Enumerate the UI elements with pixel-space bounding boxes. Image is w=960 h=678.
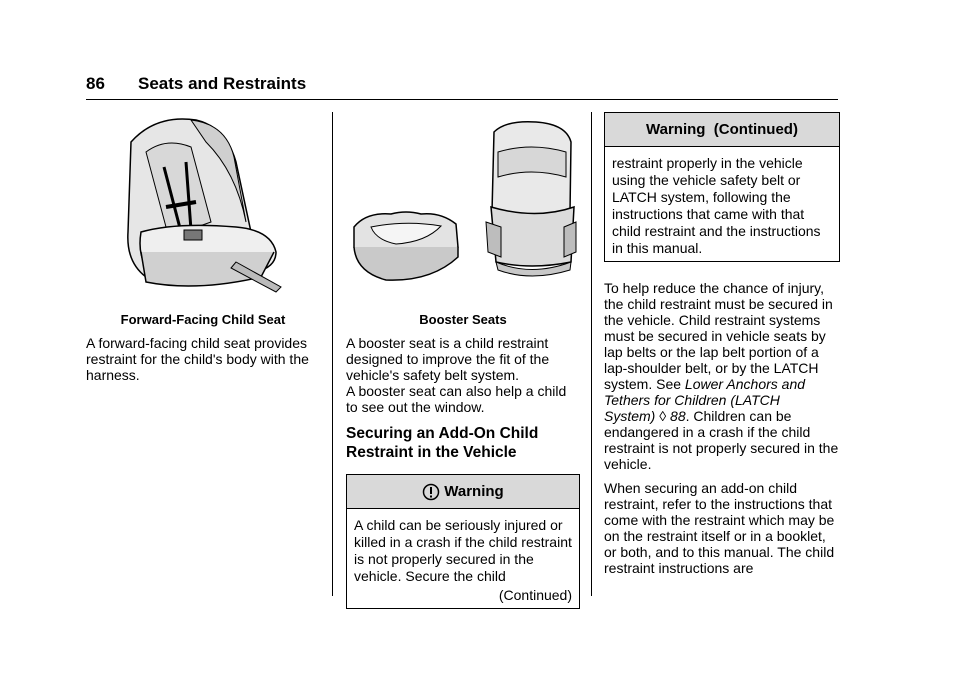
paragraph: A forward-facing child seat provides restraint for the child's body with the harness. bbox=[86, 335, 309, 383]
warning-body bbox=[605, 147, 839, 261]
column-middle bbox=[346, 112, 580, 609]
paragraph: A booster seat can also help a child to see out the window. bbox=[346, 383, 567, 415]
warning-header bbox=[605, 113, 839, 147]
page-reference-icon: ◊ bbox=[659, 408, 667, 424]
warning-box-continued bbox=[604, 112, 840, 262]
warning-text: A child can be seriously injured or killed in a crash if the child restraint is not properly secured in the vehicle. Secure the child bbox=[354, 517, 572, 584]
figure-caption: Forward-Facing Child Seat bbox=[120, 312, 286, 327]
warning-title: Warning (Continued) bbox=[646, 121, 798, 138]
section-heading: Securing an Add-On Child Restraint in the Vehicle bbox=[346, 425, 539, 461]
section-title: Seats and Restraints bbox=[138, 74, 307, 93]
warning-continued-label: (Continued) bbox=[498, 587, 572, 603]
forward-facing-child-seat-illustration bbox=[86, 112, 320, 297]
warning-body bbox=[347, 509, 579, 608]
column-divider-left bbox=[332, 112, 333, 596]
cross-reference-link[interactable]: Lower Anchors and Tethers for Children (LATCH System) bbox=[604, 376, 806, 424]
page-number: 86 bbox=[86, 74, 105, 93]
figure-caption: Booster Seats bbox=[419, 312, 507, 327]
page-reference-number[interactable]: 88 bbox=[670, 408, 686, 424]
booster-seats-illustration bbox=[346, 112, 580, 297]
warning-header bbox=[347, 475, 579, 509]
column-left bbox=[86, 112, 320, 383]
paragraph-text: . Children can be endangered in a crash if the child restraint is not properly secured in the vehicle. bbox=[604, 408, 839, 472]
paragraph: When securing an add-on child restraint, refer to the instructions that come with the restraint which may be on the restraint itself or in a booklet, or both, and to this manual. The child restraint instructions are bbox=[604, 480, 835, 576]
paragraph-text: To help reduce the chance of injury, the child restraint must be secured in the vehicle. Child restraint systems must be secured in vehicle seats by lap belts or the lap belt portion of a lap-shoulder belt, or by the LATCH system. See bbox=[604, 280, 833, 392]
column-divider-right bbox=[591, 112, 592, 596]
warning-text: restraint properly in the vehicle using the vehicle safety belt or LATCH system, following the instructions that came with that child restraint and the instructions in this manual. bbox=[612, 155, 821, 256]
column-right bbox=[604, 112, 840, 576]
page-header bbox=[86, 70, 838, 100]
paragraph bbox=[604, 280, 840, 472]
paragraph: A booster seat is a child restraint designed to improve the fit of the vehicle's safety belt system. bbox=[346, 335, 550, 383]
warning-icon bbox=[422, 483, 440, 501]
warning-title: Warning bbox=[444, 483, 504, 500]
warning-box bbox=[346, 474, 580, 609]
